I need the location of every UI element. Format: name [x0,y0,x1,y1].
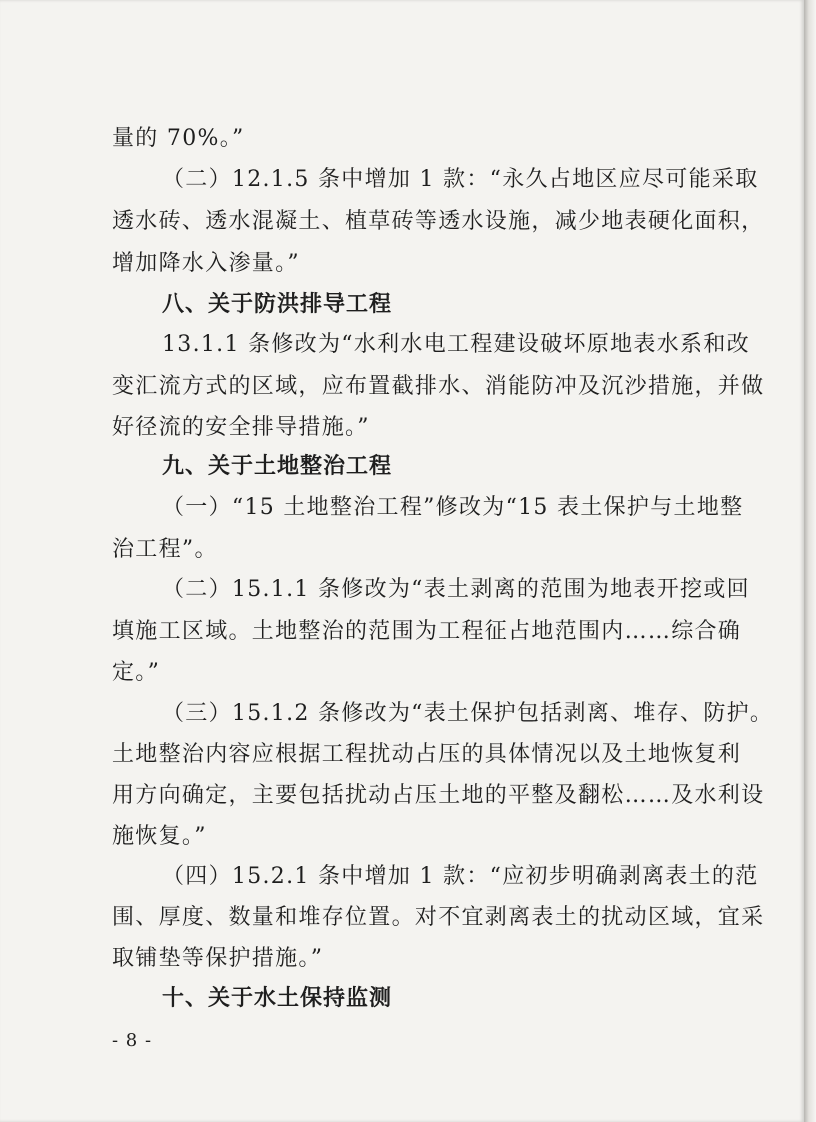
text-line: 填施工区域。土地整治的范围为工程征占地范围内……综合确 [112,619,742,644]
text-line: 治工程”。 [112,537,218,562]
text-line: 增加降水入渗量。” [112,251,300,276]
section-heading: 八、关于防洪排导工程 [162,292,393,317]
text-line: 13.1.1 条修改为“水利水电工程建设破坏原地表水系和改 [162,332,750,357]
text-line: 围、厚度、数量和堆存位置。对不宜剥离表土的扰动区域，宜采 [112,905,765,930]
section-heading: 十、关于水土保持监测 [162,986,393,1011]
text-line: （一）“15 土地整治工程”修改为“15 表土保护与土地整 [162,495,744,520]
text-line: 变汇流方式的区域，应布置截排水、消能防冲及沉沙措施，并做 [112,374,765,399]
text-line: 量的 70%。” [112,126,245,151]
text-line: （四）15.2.1 条中增加 1 款：“应初步明确剥离表土的范 [162,864,759,889]
page-edge-shadow [804,0,816,1122]
text-line: 透水砖、透水混凝土、植草砖等透水设施，减少地表硬化面积， [112,209,765,234]
text-line: 施恢复。” [112,824,207,849]
text-line: （三）15.1.2 条修改为“表土保护包括剥离、堆存、防护。 [162,701,774,726]
text-line: 取铺垫等保护措施。” [112,946,324,971]
text-line: 土地整治内容应根据工程扰动占压的具体情况以及土地恢复利 [112,742,742,767]
text-line: （二）12.1.5 条中增加 1 款：“永久占地区应尽可能采取 [162,167,759,192]
text-line: 好径流的安全排导措施。” [112,415,370,440]
page-number: - 8 - [112,1030,153,1051]
text-line: 用方向确定，主要包括扰动占压土地的平整及翻松……及水利设 [112,783,765,808]
section-heading: 九、关于土地整治工程 [162,454,393,479]
text-line: 定。” [112,660,161,685]
text-line: （二）15.1.1 条修改为“表土剥离的范围为地表开挖或回 [162,577,750,602]
